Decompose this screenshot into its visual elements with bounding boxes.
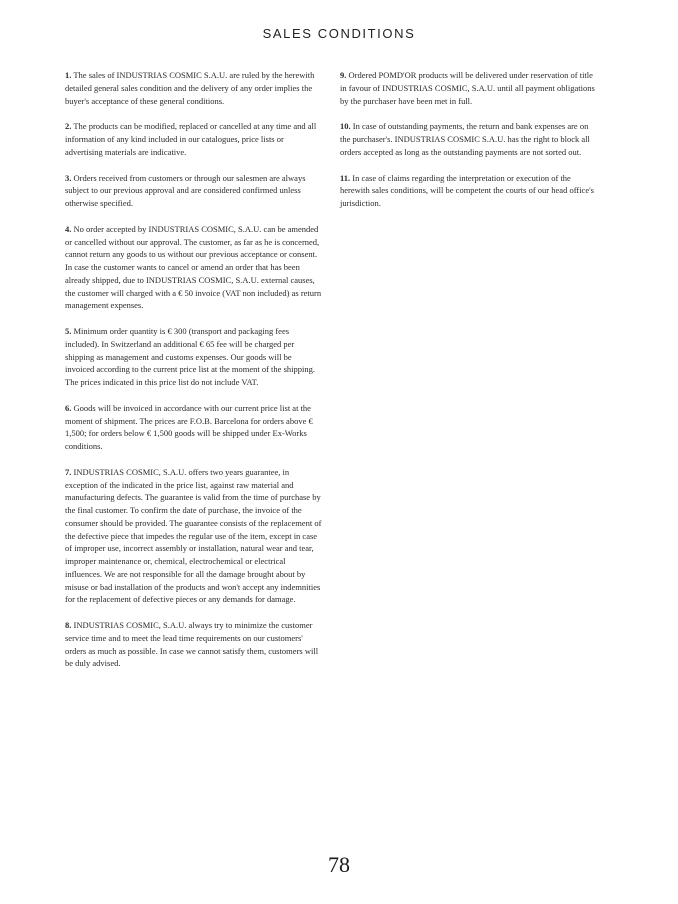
clause-number: 8. (65, 620, 72, 630)
clause-number: 5. (65, 326, 72, 336)
clause-4 (65, 223, 323, 312)
clause-text: INDUSTRIAS COSMIC, S.A.U. always try to minimize the customer service time and to meet the lead time requirements on our customers' orders as much as possible. In case we cannot satisfy them, customers will be duly advised. (65, 620, 319, 669)
clause-number: 10. (340, 121, 351, 132)
clause-9 (340, 69, 598, 107)
clause-text: Minimum order quantity is € 300 (transport and packaging fees included). In Switzerland an additional € 65 fee will be charged per shipping as management and customs expenses. Our goods will be invoiced according to the current price list at the moment of the shipping. The prices indicated in this price list do not include VAT. (65, 326, 315, 387)
clause-text: Goods will be invoiced in accordance with our current price list at the moment of shipment. The prices are F.O.B. Barcelona for orders above € 1,500; for orders below € 1,500 goods will be shipped under Ex-Works conditions. (65, 402, 313, 451)
clause-number: 11. (340, 172, 351, 183)
page-number: 78 (328, 852, 350, 877)
clause-number: 4. (65, 223, 72, 234)
clause-2 (65, 120, 323, 158)
clause-text: INDUSTRIAS COSMIC, S.A.U. offers two years guarantee, in exception of the indicated in the price list, against raw material and manufacturing defects. The guarantee is valid from the time of purchase by the final customer. To confirm the date of purchase, the invoice of the consumer should be provided. The guarantee consists of the replacement of the defective piece that impedes the regular use of the item, except in case of improper use, incorrect assembly or installation, natural wear and tear, improper maintenance or, chemical, electrochemical or electrical influences. We are not responsible for all the damage brought about by misuse or bad installation of the products and won't accept any indemnities for the replacement of defective pieces or any demands for damage. (65, 466, 322, 605)
clause-number: 9. (340, 70, 347, 80)
clause-7 (65, 466, 323, 606)
clause-text: In case of outstanding payments, the return and bank expenses are on the purchaser's. INDUSTRIAS COSMIC S.A.U. has the right to block all orders accepted as long as the outstanding payments are not sorted out. (340, 121, 590, 157)
clause-3 (65, 172, 323, 210)
clause-number: 2. (65, 121, 72, 132)
clause-10 (340, 120, 598, 158)
clause-5 (65, 325, 323, 389)
page-title: SALES CONDITIONS (262, 26, 416, 41)
clause-11 (340, 172, 598, 210)
clause-number: 3. (65, 172, 72, 183)
clause-number: 7. (65, 466, 72, 477)
clause-text: Orders received from customers or through our salesmen are always subject to our previous approval and are considered confirmed unless otherwise specified. (65, 172, 306, 208)
clause-number: 6. (65, 402, 72, 413)
clause-text: The sales of INDUSTRIAS COSMIC S.A.U. are ruled by the herewith detailed general sales condition and the delivery of any order implies the buyer's acceptance of these general conditions. (65, 70, 315, 106)
clause-text: In case of claims regarding the interpretation or execution of the herewith sales conditions, will be competent the courts of our head office's jurisdiction. (340, 172, 594, 208)
right-column (340, 69, 598, 223)
clause-1 (65, 69, 323, 107)
clause-6 (65, 402, 323, 453)
left-column (65, 69, 323, 683)
clause-8 (65, 619, 323, 670)
clause-text: The products can be modified, replaced or cancelled at any time and all information of any kind included in our catalogues, price lists or advertising materials are indicative. (65, 121, 317, 157)
clause-number: 1. (65, 70, 72, 80)
clause-text: No order accepted by INDUSTRIAS COSMIC, S.A.U. can be amended or cancelled without our approval. The customer, as far as he is concerned, cannot return any goods to us without our previous acceptance or consent. In case the customer wants to cancel or amend an order that has been already shipped, due to INDUSTRIAS COSMIC, S.A.U. external causes, the customer will charged with a € 50 invoice (VAT non included) as return management expenses. (65, 223, 322, 311)
clause-text: Ordered POMD'OR products will be delivered under reservation of title in favour of INDUSTRIAS COSMIC, S.A.U. until all payment obligations by the purchaser have been met in full. (340, 70, 595, 106)
